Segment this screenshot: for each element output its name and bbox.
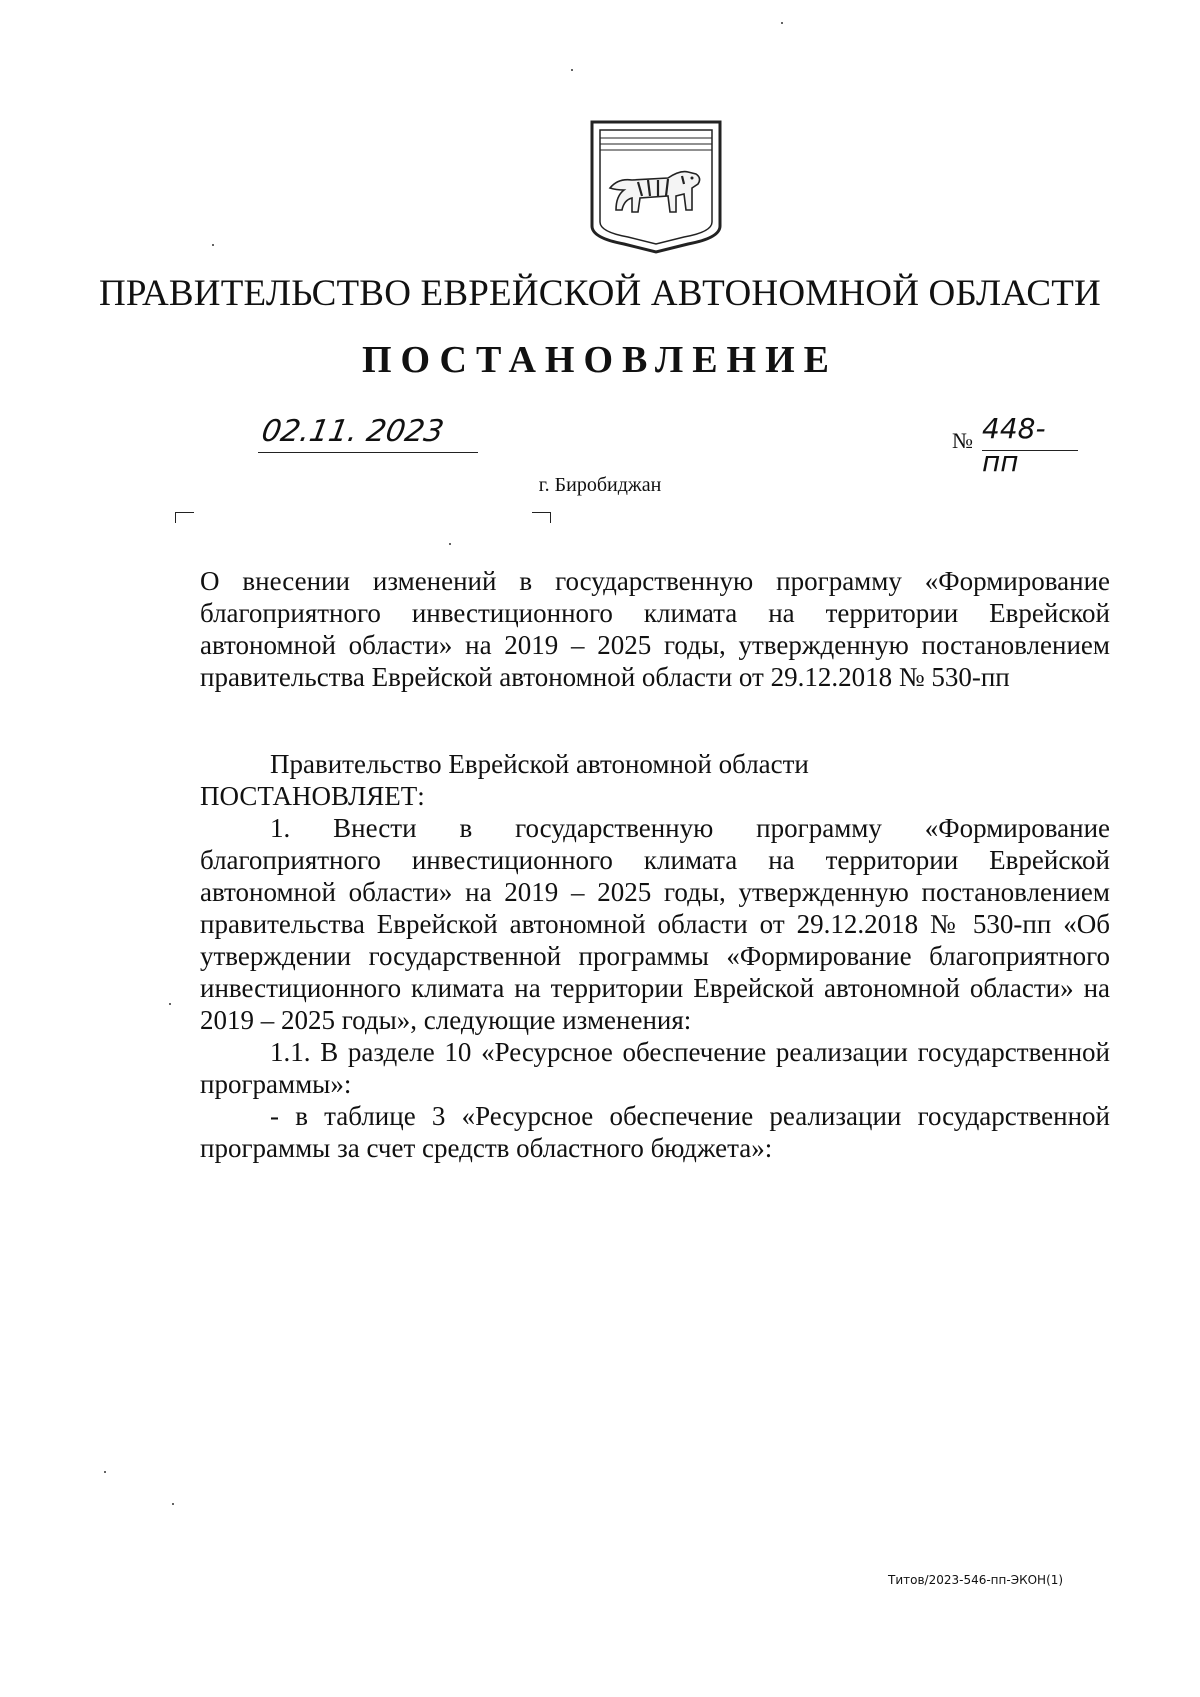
city: г. Биробиджан: [538, 474, 662, 496]
item-bullet: - в таблице 3 «Ресурсное обеспечение реализации государственной программы за счет средств областного бюджета»:: [200, 1101, 1110, 1163]
title-corner-left: [175, 512, 194, 523]
document-number: 448-пп: [982, 412, 1078, 451]
scan-speck: [212, 244, 214, 246]
scan-speck: [781, 22, 783, 24]
item-1: 1. Внести в государственную программу «Формирование благоприятного инвестиционного климата на территории Еврейской автономной области» на 2019 – 2025 годы, утвержденную постановлением правительства Еврейской автономной области от 29.12.2018 № 530-пп «Об утверждении государственной программы «Формирование благоприятного инвестиционного климата на территории Еврейской автономной области» на 2019 – 2025 годы», следующие изменения:: [200, 813, 1110, 1035]
document-code: Титов/2023-546-пп-ЭКОН(1): [888, 1573, 1064, 1587]
scan-speck: [449, 543, 451, 545]
item-1-1: 1.1. В разделе 10 «Ресурсное обеспечение реализации государственной программы»:: [200, 1037, 1110, 1099]
scan-speck: [172, 1503, 174, 1505]
title-corner-right: [532, 512, 551, 523]
document-date: [258, 414, 478, 453]
scan-speck: [104, 1471, 106, 1473]
document-date-value: 02.11. 2023: [258, 414, 447, 449]
coat-of-arms-icon: [588, 118, 724, 258]
document-type: ПОСТАНОВЛЕНИЕ: [361, 339, 839, 381]
intro-text: Правительство Еврейской автономной области: [270, 749, 809, 779]
number-sign: №: [952, 428, 973, 453]
body-intro: [200, 748, 1110, 780]
document-title: О внесении изменений в государственную программу «Формирование благоприятного инвестиционного климата на территории Еврейской автономной области» на 2019 – 2025 годы, утвержденную постановлением правительства Еврейской автономной области от 29.12.2018 № 530-пп: [200, 566, 1110, 692]
organization-name: ПРАВИТЕЛЬСТВО ЕВРЕЙСКОЙ АВТОНОМНОЙ ОБЛАСТИ: [99, 273, 1101, 314]
scan-speck: [571, 69, 573, 71]
decree-word: ПОСТАНОВЛЯЕТ:: [200, 781, 425, 811]
scan-speck: [169, 1003, 171, 1005]
